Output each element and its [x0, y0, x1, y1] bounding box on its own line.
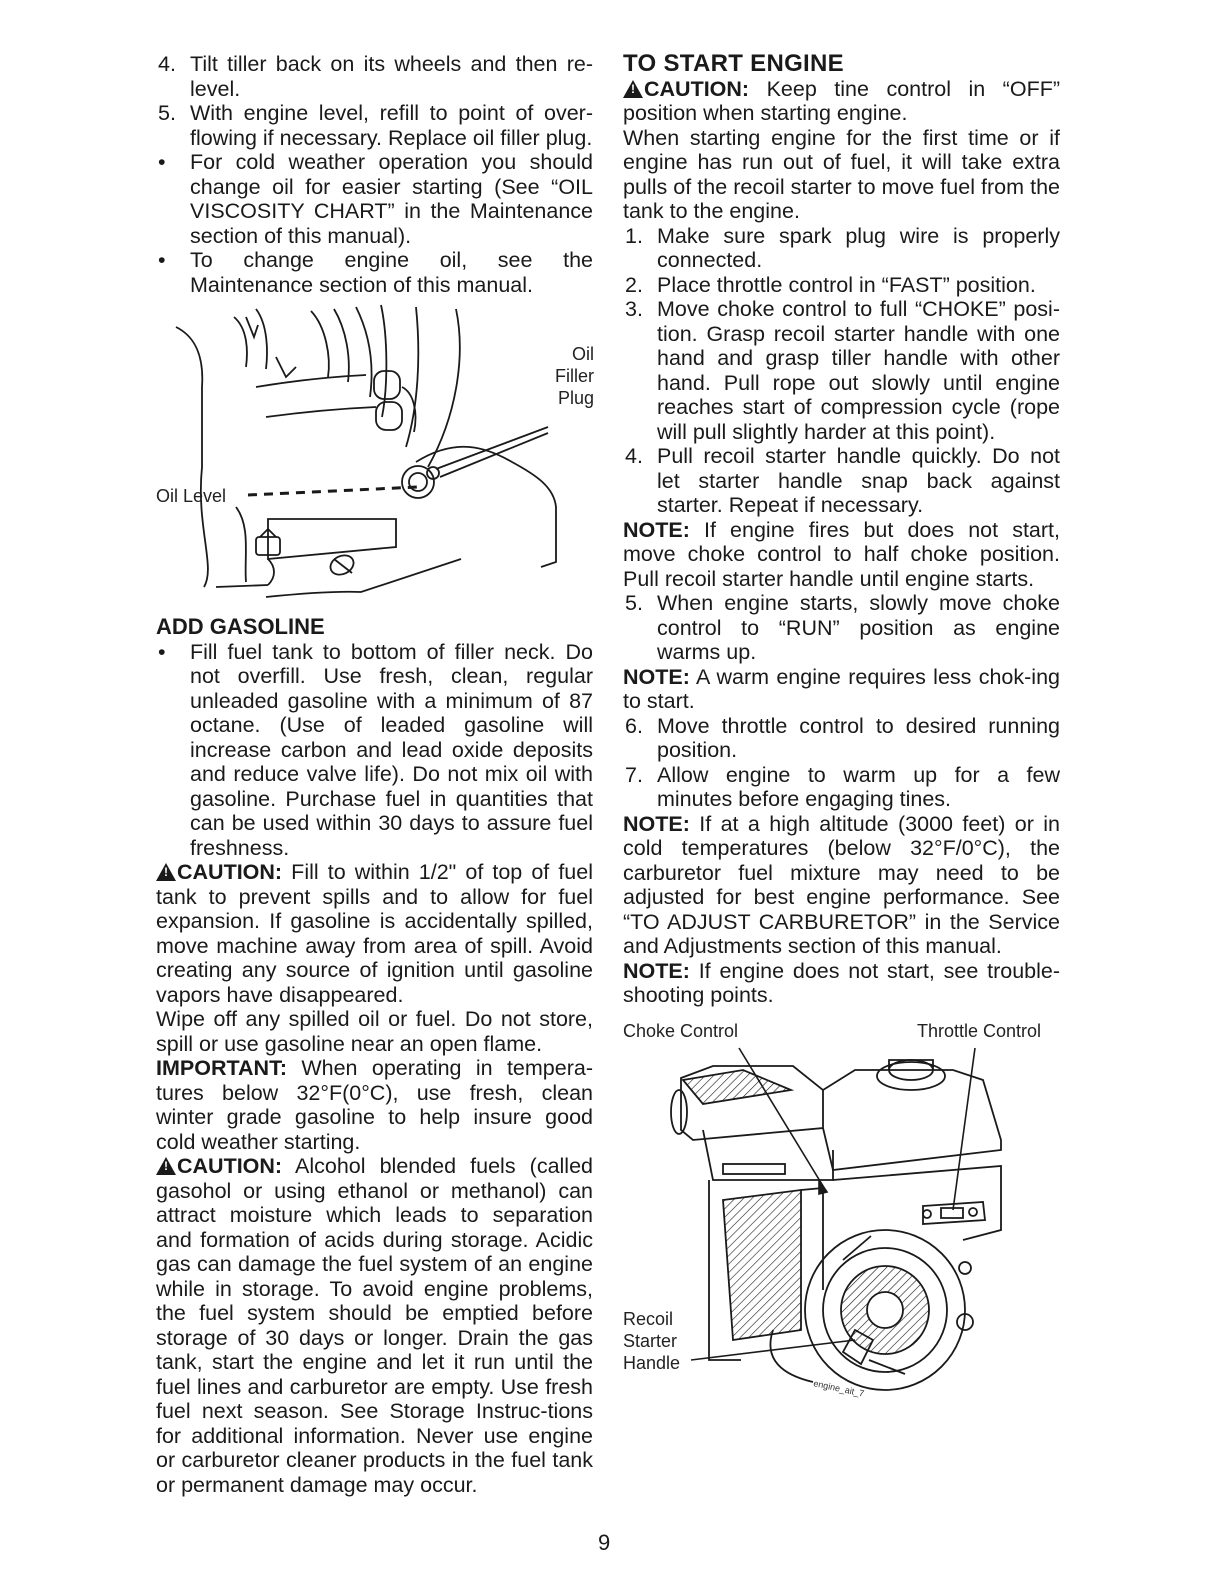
note-text: If engine fires but does not start, move choke control to half choke position. Pull recoil starter handle until engine starts. — [623, 517, 1060, 591]
warning-icon — [156, 1157, 176, 1175]
left-column — [156, 52, 593, 1497]
list-item — [623, 714, 1060, 763]
warning-icon — [623, 80, 643, 98]
list-text: Fill fuel tank to bottom of filler neck. Do not overfill. Use fresh, clean, regular unleaded gasoline with a minimum of 87 octane. (Use of leaded gasoline will increase carbon and lead oxide deposits and reduce valve life). Do not mix oil with gasoline. Purchase fuel in quantities that can be used within 30 days to assure fuel freshness. — [190, 639, 593, 860]
list-marker: 1. — [625, 223, 643, 248]
bullet-marker: • — [158, 639, 166, 664]
note-label: NOTE: — [623, 811, 690, 836]
list-text: Tilt tiller back on its wheels and then re-level. — [190, 52, 593, 101]
caution-paragraph — [623, 77, 1060, 126]
list-item — [623, 297, 1060, 444]
list-marker: 4. — [158, 52, 176, 76]
list-item — [623, 444, 1060, 518]
list-item — [156, 52, 593, 101]
list-marker: 5. — [158, 101, 176, 125]
list-text: When engine starts, slowly move choke control to “RUN” position as engine warms up. — [657, 591, 1060, 664]
oil-filler-plug-label: Oil Filler Plug — [555, 344, 594, 408]
note-paragraph — [623, 518, 1060, 592]
note-text: If at a high altitude (3000 feet) or in cold temperatures (below 32°F/0°C), the carburetor fuel mixture may need to be adjusted for best engine performance. See “TO ADJUST CARBURETOR” in the Service and Adjustments section of this manual. — [623, 811, 1060, 958]
throttle-control-label: Throttle Control — [917, 1020, 1042, 1041]
caution-text: Alcohol blended fuels (called gasohol or using ethanol or methanol) can attract moisture which leads to separation and formation of acids during storage. Acidic gas can damage the fuel system of an engine while in storage. To avoid engine problems, the fuel system should be emptied before storage of 30 days or longer. Drain the gas tank, start the engine and let it run until the fuel lines and carburetor are empty. Use fresh fuel next season. See Storage Instruc-tions for additional information. Never use engine or carburetor cleaner products in the fuel tank or permanent damage may occur. — [156, 1154, 593, 1497]
list-text: With engine level, refill to point of over-flowing if necessary. Replace oil filler plug. — [190, 101, 593, 150]
list-item — [156, 101, 593, 150]
list-marker: 2. — [625, 272, 643, 297]
note-paragraph — [623, 959, 1060, 1008]
figure-code: engine_ait_7 — [812, 1377, 866, 1399]
right-column — [623, 52, 1060, 1410]
note-paragraph — [623, 812, 1060, 959]
note-paragraph — [623, 665, 1060, 714]
note-label: NOTE: — [623, 517, 690, 542]
list-text: Pull recoil starter handle quickly. Do not let starter handle snap back against starter. Repeat if necessary. — [657, 444, 1060, 517]
oil-level-label: Oil Level — [156, 486, 227, 506]
list-marker: 5. — [625, 591, 643, 615]
oil-filler-illustration — [156, 297, 593, 609]
list-item — [156, 150, 593, 248]
caution-label: CAUTION: — [177, 860, 283, 884]
wipe-paragraph: Wipe off any spilled oil or fuel. Do not store, spill or use gasoline near an open flame. — [156, 1007, 593, 1056]
list-item — [156, 640, 593, 861]
list-marker: 6. — [625, 713, 643, 738]
list-text: Allow engine to warm up for a few minutes before engaging tines. — [657, 762, 1060, 811]
list-text: Move throttle control to desired running position. — [657, 713, 1060, 762]
list-marker: 4. — [625, 444, 643, 468]
important-text: When operating in tempera-tures below 32°F(0°C), use fresh, clean winter grade gasoline to help insure good cold weather starting. — [156, 1056, 593, 1154]
recoil-starter-handle-label: Recoil Starter Handle — [623, 1308, 681, 1373]
list-text: To change engine oil, see the Maintenance section of this manual. — [190, 248, 593, 297]
choke-control-label: Choke Control — [623, 1020, 739, 1041]
list-item — [623, 273, 1060, 298]
list-item — [623, 224, 1060, 273]
bullet-marker: • — [158, 150, 166, 174]
note-text: A warm engine requires less chok-ing to start. — [623, 664, 1060, 713]
note-label: NOTE: — [623, 958, 690, 983]
caution-paragraph — [156, 1154, 593, 1497]
list-item — [623, 591, 1060, 665]
to-start-engine-heading: TO START ENGINE — [623, 50, 844, 77]
important-paragraph — [156, 1056, 593, 1154]
list-item — [156, 248, 593, 297]
caution-text: Keep tine control in “OFF” position when starting engine. — [623, 76, 1060, 125]
engine-controls-figure — [623, 1020, 1060, 1410]
page-number: 9 — [598, 1530, 611, 1555]
list-text: Place throttle control in “FAST” position. — [657, 272, 1036, 297]
list-marker: 3. — [625, 297, 643, 321]
oil-filler-figure — [156, 297, 593, 609]
list-text: For cold weather operation you should change oil for easier starting (See “OIL VISCOSITY CHART” in the Maintenance section of this manual). — [190, 150, 593, 248]
note-text: If engine does not start, see trouble-shooting points. — [623, 958, 1060, 1007]
list-text: Make sure spark plug wire is properly connected. — [657, 223, 1060, 272]
intro-paragraph: When starting engine for the first time or if engine has run out of fuel, it will take extra pulls of the recoil starter to move fuel from the tank to the engine. — [623, 125, 1060, 223]
list-marker: 7. — [625, 762, 643, 787]
note-label: NOTE: — [623, 664, 690, 689]
warning-icon — [156, 863, 176, 881]
list-item — [623, 763, 1060, 812]
caution-label: CAUTION: — [644, 76, 750, 101]
important-label: IMPORTANT: — [156, 1056, 287, 1080]
caution-paragraph — [156, 860, 593, 1007]
list-text: Move choke control to full “CHOKE” posi-tion. Grasp recoil starter handle with one hand and grasp tiller handle with other hand. Pull rope out slowly until engine reaches start of compression cycle (rope will pull slightly harder at this point). — [657, 297, 1060, 444]
caution-text: Fill to within 1/2" of top of fuel tank to prevent spills and to allow for fuel expansion. If gasoline is accidentally spilled, move machine away from area of spill. Avoid creating any source of ignition until gasoline vapors have disappeared. — [156, 860, 593, 1007]
bullet-marker: • — [158, 248, 166, 272]
caution-label: CAUTION: — [177, 1154, 283, 1178]
add-gasoline-heading: ADD GASOLINE — [156, 614, 325, 639]
